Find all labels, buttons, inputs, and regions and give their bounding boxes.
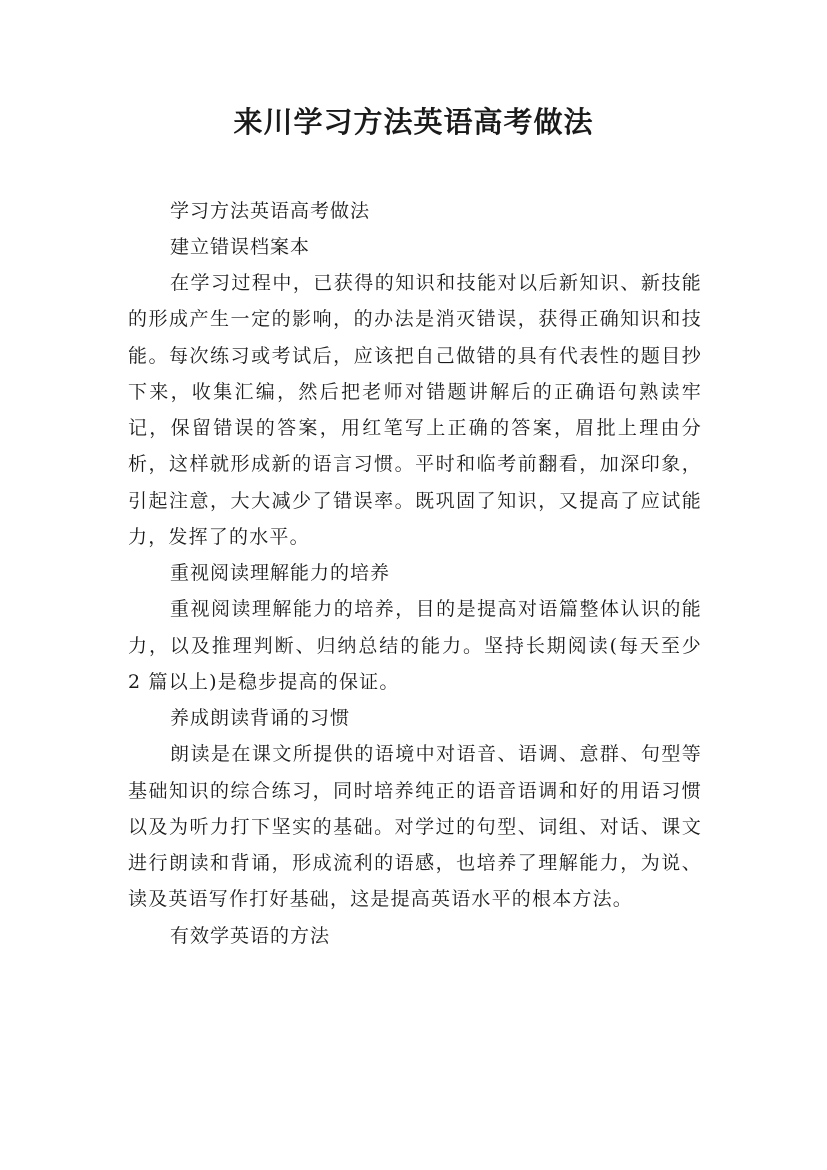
section-heading-reading-comprehension: 重视阅读理解能力的培养 (170, 562, 391, 585)
section-heading-reading-aloud: 养成朗读背诵的习惯 (170, 707, 351, 730)
document-subtitle: 学习方法英语高考做法 (170, 200, 371, 222)
document-body (128, 193, 702, 954)
section-heading-effective-methods: 有效学英语的方法 (170, 924, 331, 947)
section-paragraph-reading-comprehension: 重视阅读理解能力的培养，目的是提高对语篇整体认识的能力，以及推理判断、归纳总结的能力。坚持长期阅读(每天至少 2 篇以上)是稳步提高的保证。 (128, 598, 702, 693)
section-heading-error-notebook: 建立错误档案本 (170, 236, 311, 258)
section-paragraph-error-notebook: 在学习过程中，已获得的知识和技能对以后新知识、新技能的形成产生一定的影响，的办法是消灭错误，获得正确知识和技能。每次练习或考试后，应该把自己做错的具有代表性的题目抄下来，收集汇编，然后把老师对错题讲解后的正确语句熟读牢记，保留错误的答案，用红笔写上正确的答案，眉批上理由分析，这样就形成新的语言习惯。平时和临考前翻看，加深印象，引起注意，大大减少了错误率。既巩固了知识，又提高了应试能力，发挥了的水平。 (128, 272, 702, 549)
document-title: 来川学习方法英语高考做法 (233, 105, 594, 139)
section-paragraph-reading-aloud: 朗读是在课文所提供的语境中对语音、语调、意群、句型等基础知识的综合练习，同时培养纯正的语音语调和好的用语习惯以及为听力打下坚实的基础。对学过的句型、词组、对话、课文进行朗读和背诵，形成流利的语感，也培养了理解能力，为说、读及英语写作打好基础，这是提高英语水平的根本方法。 (128, 743, 702, 911)
